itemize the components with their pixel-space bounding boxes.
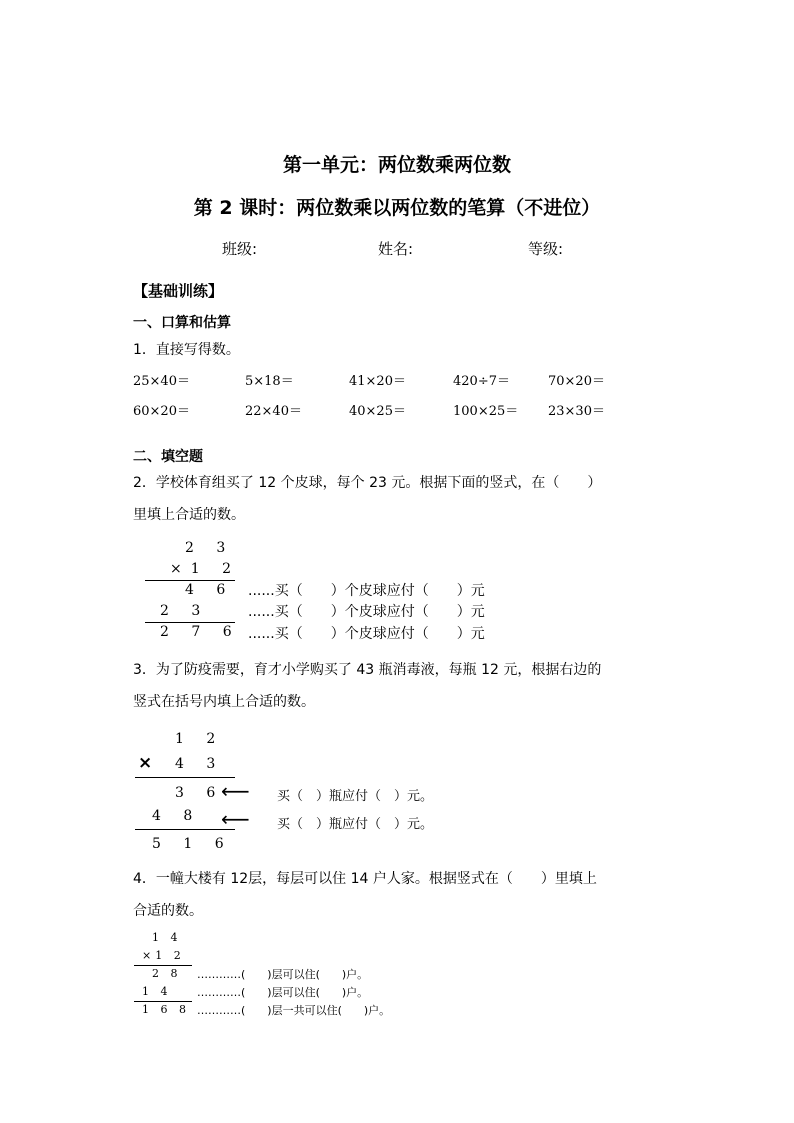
question-2-line1: 2．学校体育组买了 12 个皮球，每个 23 元。根据下面的竖式，在（ ） xyxy=(133,475,602,491)
question-2-line2: 里填上合适的数。 xyxy=(133,507,245,523)
q4-multiplier: ×1 2 xyxy=(142,949,185,962)
q3-calc-line xyxy=(135,777,235,778)
q2-note: ......买（ ）个皮球应付（ ）元 xyxy=(248,604,485,620)
class-label: 班级: xyxy=(222,240,258,258)
oral-calc-item: 60×20＝ xyxy=(133,404,190,419)
question-3-line1: 3．为了防疫需要，育才小学购买了 43 瓶消毒液，每瓶 12 元，根据右边的 xyxy=(133,662,602,678)
grade-label: 等级: xyxy=(528,240,564,258)
q2-partial-1: 4 6 xyxy=(185,582,235,598)
name-label: 姓名: xyxy=(378,240,414,258)
q4-partial-2: 1 4 xyxy=(142,985,172,998)
q2-calc-line xyxy=(145,580,235,581)
q3-partial-2: 4 8 xyxy=(152,808,202,824)
section1-heading: 一、口算和估算 xyxy=(133,315,231,331)
training-heading: 【基础训练】 xyxy=(133,282,224,300)
oral-calc-item: 5×18＝ xyxy=(245,374,294,389)
q3-product: 5 1 6 xyxy=(152,836,233,852)
q2-partial-2: 2 3 xyxy=(160,603,210,619)
q4-product: 1 6 8 xyxy=(142,1003,190,1016)
q4-calc-line xyxy=(134,965,192,966)
oral-calc-item: 23×30＝ xyxy=(548,404,605,419)
oral-calc-item: 40×25＝ xyxy=(349,404,406,419)
q2-multiplier: ×1 2 xyxy=(170,561,240,577)
arrow-left-icon: ⟵ xyxy=(221,807,250,831)
question-4-line2: 合适的数。 xyxy=(133,903,203,919)
oral-calc-item: 420÷7＝ xyxy=(453,374,510,389)
q3-note: 买（ ）瓶应付（ ）元。 xyxy=(277,817,434,832)
q2-note: ......买（ ）个皮球应付（ ）元 xyxy=(248,583,485,599)
q2-multiplicand: 2 3 xyxy=(185,540,235,556)
q4-note: …………( )层可以住( )户。 xyxy=(197,968,369,981)
q2-calc-line xyxy=(145,622,235,623)
oral-calc-item: 100×25＝ xyxy=(453,404,519,419)
oral-calc-item: 41×20＝ xyxy=(349,374,406,389)
lesson-title: 第 2 课时：两位数乘以两位数的笔算（不进位） xyxy=(193,197,601,219)
question-1: 1．直接写得数。 xyxy=(133,342,240,358)
q3-calc-line xyxy=(135,829,235,830)
q4-calc-line xyxy=(134,1001,192,1002)
oral-calc-item: 70×20＝ xyxy=(548,374,605,389)
q2-product: 2 7 6 xyxy=(160,624,241,640)
question-3-line2: 竖式在括号内填上合适的数。 xyxy=(133,694,315,710)
q3-multiplier: 4 3 xyxy=(175,756,225,772)
oral-calc-item: 22×40＝ xyxy=(245,404,302,419)
times-sign: × xyxy=(138,753,153,773)
oral-calc-item: 25×40＝ xyxy=(133,374,190,389)
arrow-left-icon: ⟵ xyxy=(221,779,250,803)
q4-note: …………( )层可以住( )户。 xyxy=(197,986,369,999)
unit-title: 第一单元：两位数乘两位数 xyxy=(282,154,511,176)
q3-multiplicand: 1 2 xyxy=(175,731,225,747)
q4-multiplicand: 1 4 xyxy=(152,931,182,944)
q3-note: 买（ ）瓶应付（ ）元。 xyxy=(277,789,434,804)
q3-partial-1: 3 6 xyxy=(175,785,225,801)
q4-partial-1: 2 8 xyxy=(152,967,182,980)
question-4-line1: 4．一幢大楼有 12层，每层可以住 14 户人家。根据竖式在（ ）里填上 xyxy=(133,871,597,887)
section2-heading: 二、填空题 xyxy=(133,449,203,465)
q2-note: ......买（ ）个皮球应付（ ）元 xyxy=(248,626,485,642)
q4-note: …………( )层一共可以住( )户。 xyxy=(197,1004,391,1017)
